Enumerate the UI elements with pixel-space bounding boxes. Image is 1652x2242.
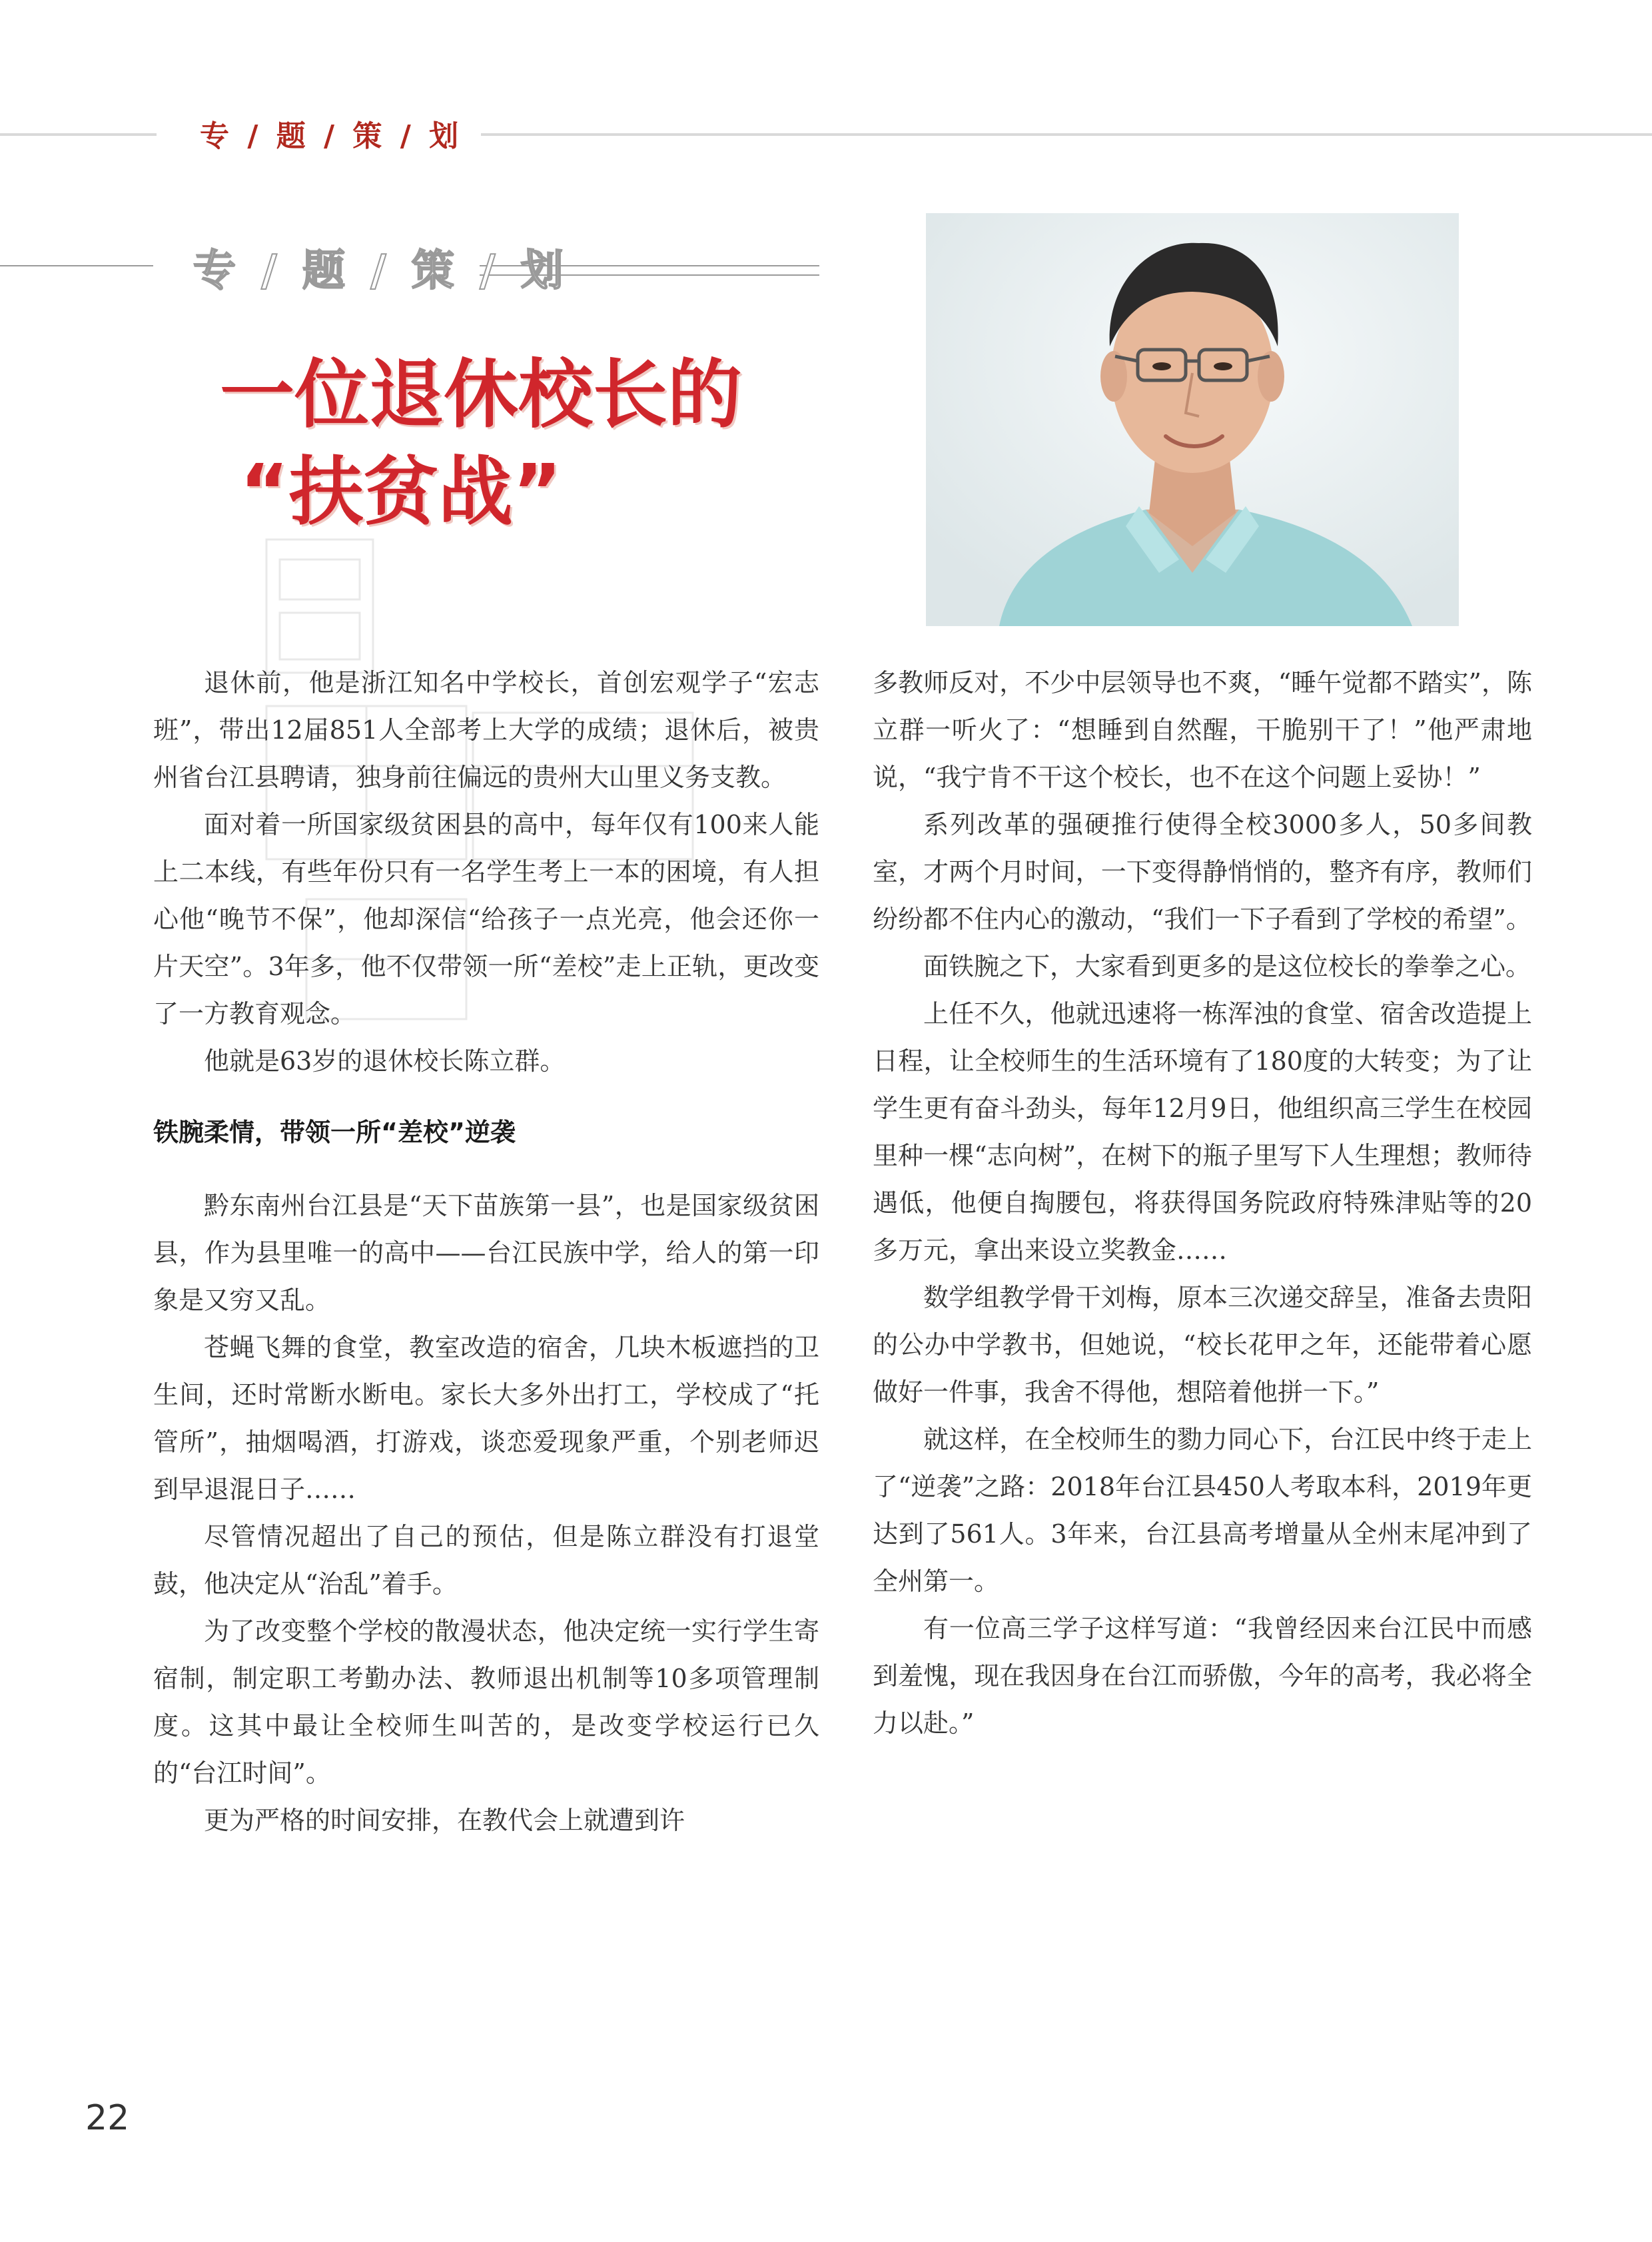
- title-line-1: 一位退休校长的: [220, 352, 742, 438]
- paragraph: 数学组教学骨干刘梅，原本三次递交辞呈，准备去贵阳的公办中学教书，但她说，“校长花甲之年，还能带着心愿做好一件事，我舍不得他，想陪着他拼一下。”: [873, 1283, 1532, 1407]
- section-label: 专 / 题 / 策 / 划: [200, 119, 463, 153]
- section-subheading: 铁腕柔情，带领一所“差校”逆袭: [153, 1118, 516, 1147]
- paragraph: 更为严格的时间安排，在教代会上就遭到许: [204, 1806, 685, 1835]
- article-column-left: [153, 659, 819, 1844]
- paragraph: 面铁腕之下，大家看到更多的是这位校长的拳拳之心。: [923, 952, 1531, 981]
- paragraph: 尽管情况超出了自己的预估，但是陈立群没有打退堂鼓，他决定从“治乱”着手。: [153, 1522, 819, 1599]
- article-column-right: [873, 659, 1532, 1747]
- article-title: [220, 346, 742, 541]
- paragraph: 就这样，在全校师生的勠力同心下，台江民中终于走上了“逆袭”之路：2018年台江县450人考取本科，2019年更达到了561人。3年来，台江县高考增量从全州末尾冲到了全州第一。: [873, 1425, 1532, 1596]
- title-line-2: “扶贫战”: [240, 449, 562, 536]
- header-rule-left: [0, 133, 157, 136]
- paragraph: 上任不久，他就迅速将一栋浑浊的食堂、宿舍改造提上日程，让全校师生的生活环境有了180度的大转变；为了让学生更有奋斗劲头，每年12月9日，他组织高三学生在校园里种一棵“志向树”，在树下的瓶子里写下人生理想；教师待遇低，他便自掏腰包，将获得国务院政府特殊津贴等的20多万元，拿出来设立奖教金……: [873, 999, 1532, 1265]
- header-rule-right: [481, 133, 1652, 136]
- paragraph: 系列改革的强硬推行使得全校3000多人，50多间教室，才两个月时间，一下变得静悄悄的，整齐有序，教师们纷纷都不住内心的激动，“我们一下子看到了学校的希望”。: [873, 810, 1532, 934]
- page-number: 22: [85, 2098, 130, 2138]
- paragraph: 他就是63岁的退休校长陈立群。: [204, 1046, 566, 1076]
- paragraph: 面对着一所国家级贫困县的高中，每年仅有100来人能上二本线，有些年份只有一名学生考上一本的困境，有人担心他“晚节不保”，他却深信“给孩子一点光亮，他会还你一片天空”。3年多，他不仅带领一所“差校”走上正轨，更改变了一方教育观念。: [153, 810, 819, 1028]
- portrait-photo: [926, 213, 1459, 626]
- paragraph: 多教师反对，不少中层领导也不爽，“睡午觉都不踏实”，陈立群一听火了：“想睡到自然醒，干脆别干了！”他严肃地说，“我宁肯不干这个校长，也不在这个问题上妥协！”: [873, 668, 1532, 792]
- portrait-illustration: [926, 213, 1459, 626]
- ghost-section-label: 专 / 题 / 策 / 划: [193, 246, 569, 296]
- paragraph: 苍蝇飞舞的食堂，教室改造的宿舍，几块木板遮挡的卫生间，还时常断水断电。家长大多外出打工，学校成了“托管所”，抽烟喝酒，打游戏，谈恋爱现象严重，个别老师迟到早退混日子……: [153, 1333, 819, 1504]
- paragraph: 退休前，他是浙江知名中学校长，首创宏观学子“宏志班”，带出12届851人全部考上大学的成绩；退休后，被贵州省台江县聘请，独身前往偏远的贵州大山里义务支教。: [153, 668, 819, 792]
- paragraph: 黔东南州台江县是“天下苗族第一县”，也是国家级贫困县，作为县里唯一的高中——台江民族中学，给人的第一印象是又穷又乱。: [153, 1191, 819, 1315]
- paragraph: 有一位高三学子这样写道：“我曾经因来台江民中而感到羞愧，现在我因身在台江而骄傲，今年的高考，我必将全力以赴。”: [873, 1614, 1532, 1738]
- paragraph: 为了改变整个学校的散漫状态，他决定统一实行学生寄宿制，制定职工考勤办法、教师退出机制等10多项管理制度。这其中最让全校师生叫苦的，是改变学校运行已久的“台江时间”。: [153, 1617, 819, 1788]
